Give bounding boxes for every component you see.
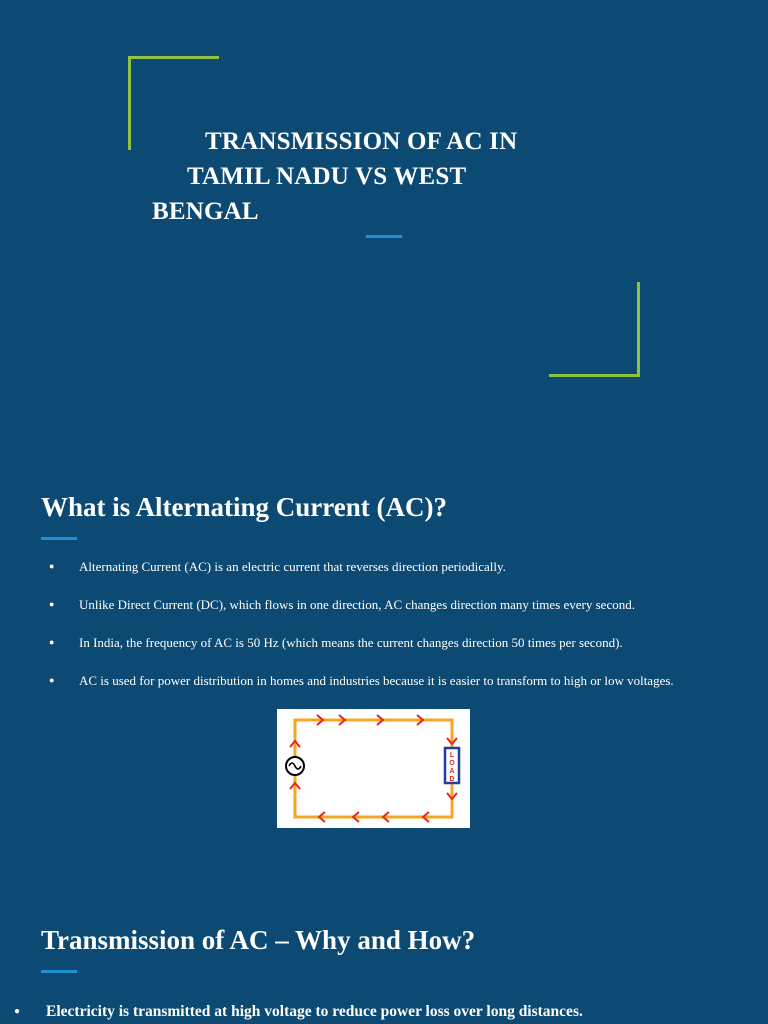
section-heading-what-is-ac: What is Alternating Current (AC)?: [41, 492, 447, 522]
list-item: ● Alternating Current (AC) is an electric current that reverses direction periodically.: [41, 558, 741, 575]
load-letter: O: [449, 760, 455, 767]
title-line-1: TRANSMISSION OF AC IN: [205, 128, 518, 155]
load-letter: L: [449, 752, 455, 759]
title-line-2: TAMIL NADU VS WEST: [187, 163, 467, 190]
ac-circuit-svg: [277, 709, 470, 828]
corner-top-left-horizontal: [128, 56, 219, 59]
load-letter: A: [449, 768, 455, 775]
list-item: ● In India, the frequency of AC is 50 Hz (which means the current changes direction 50 times per second).: [41, 634, 741, 651]
section1-underline: [41, 537, 77, 540]
section-heading-transmission: Transmission of AC – Why and How?: [41, 925, 476, 955]
section1-bullet-list: [41, 558, 741, 710]
list-item: ● Unlike Direct Current (DC), which flows in one direction, AC changes direction many times every second.: [41, 596, 741, 613]
corner-top-left-vertical: [128, 56, 131, 150]
circuit-wire: [295, 720, 455, 817]
page-title: [150, 124, 580, 229]
corner-bottom-right-vertical: [637, 282, 640, 377]
section2-underline: [41, 970, 77, 973]
ac-circuit-diagram: [277, 709, 470, 828]
section2-bullet-list: [0, 1002, 760, 1022]
load-letter: D: [449, 776, 455, 783]
title-underline: [366, 235, 402, 238]
list-item: ● Electricity is transmitted at high voltage to reduce power loss over long distances.: [0, 1002, 760, 1022]
list-item: ● AC is used for power distribution in homes and industries because it is easier to transform to high or low voltages.: [41, 672, 741, 689]
corner-bottom-right-horizontal: [549, 374, 640, 377]
title-line-3: BENGAL: [152, 198, 259, 225]
